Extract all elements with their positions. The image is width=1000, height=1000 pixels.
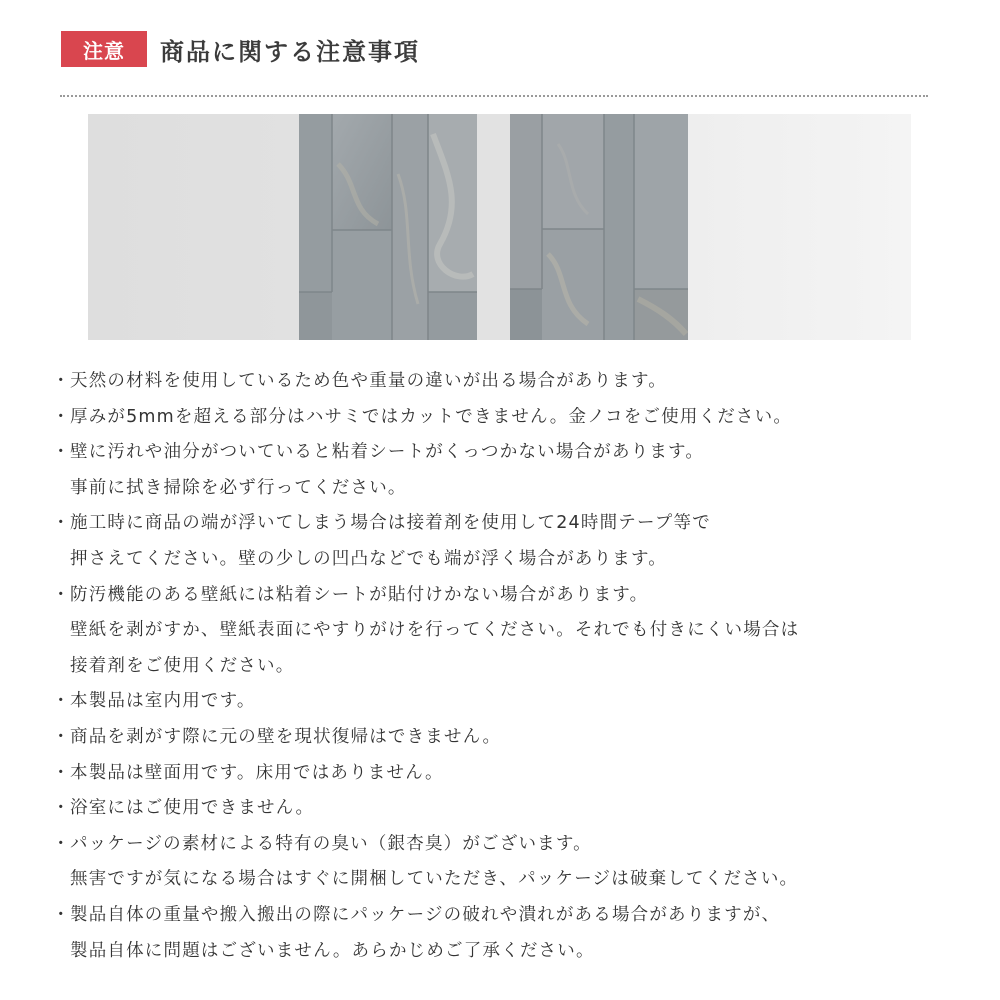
caution-item	[52, 827, 952, 898]
caution-item	[52, 791, 952, 827]
caution-item-text: 商品を剥がす際に元の壁を現状復帰はできません。	[70, 726, 502, 747]
caution-item-text: 製品自体に問題はございません。あらかじめご了承ください。	[70, 940, 595, 961]
bullet-mark: ・	[52, 762, 71, 783]
stone-tile-photo	[88, 114, 911, 340]
bullet-mark: ・	[52, 691, 71, 712]
bullet-mark: ・	[52, 406, 71, 427]
caution-item-text: 天然の材料を使用しているため色や重量の違いが出る場合があります。	[70, 371, 667, 391]
bullet-mark: ・	[52, 833, 71, 854]
caution-item-text: 壁紙を剥がすか、壁紙表面にやすりがけを行ってください。それでも付きにくい場合は	[70, 620, 800, 641]
bullet-mark: ・	[52, 442, 71, 463]
caution-item-text: パッケージの素材による特有の臭い（銀杏臭）がございます。	[70, 833, 592, 854]
caution-item	[52, 898, 952, 969]
caution-item-text: 浴室にはご使用できません。	[70, 798, 315, 819]
caution-item-text: 厚みが5mmを超える部分はハサミではカットできません。金ノコをご使用ください。	[70, 406, 793, 427]
caution-item-text: 壁に汚れや油分がついていると粘着シートがくっつかない場合があります。	[70, 442, 705, 463]
caution-item-text: 防汚機能のある壁紙には粘着シートが貼付けかない場合があります。	[70, 584, 649, 605]
caution-item	[52, 435, 952, 506]
bullet-mark: ・	[52, 584, 71, 605]
bullet-mark: ・	[52, 798, 71, 819]
caution-item-text: 無害ですが気になる場合はすぐに開梱していただき、パッケージは破棄してください。	[70, 869, 799, 890]
caution-item-text: 本製品は室内用です。	[70, 691, 256, 712]
bullet-mark: ・	[52, 513, 71, 534]
caution-item-text: 施工時に商品の端が浮いてしまう場合は接着剤を使用して24時間テープ等で	[70, 513, 711, 534]
caution-item-text: 接着剤をご使用ください。	[70, 655, 295, 676]
caution-item-text: 本製品は壁面用です。床用ではありません。	[70, 762, 444, 783]
caution-list	[52, 364, 952, 969]
caution-item	[52, 684, 952, 720]
section-header	[61, 31, 420, 67]
caution-badge	[61, 31, 147, 67]
bullet-mark: ・	[52, 371, 71, 391]
caution-badge-label: 注意	[83, 38, 125, 63]
caution-item-text: 製品自体の重量や搬入搬出の際にパッケージの破れや潰れがある場合がありますが、	[70, 904, 781, 925]
bullet-mark: ・	[52, 904, 71, 925]
caution-item	[52, 506, 952, 577]
stone-panel-right	[510, 114, 688, 340]
stone-panel-left	[299, 114, 477, 340]
caution-item	[52, 720, 952, 756]
caution-item	[52, 400, 952, 436]
dotted-divider	[60, 95, 928, 97]
caution-item-text: 押さえてください。壁の少しの凹凸などでも端が浮く場合があります。	[70, 548, 667, 569]
bullet-mark: ・	[52, 726, 71, 747]
stone-tile-photo-icon	[88, 114, 911, 340]
caution-item-text: 事前に拭き掃除を必ず行ってください。	[70, 477, 407, 498]
caution-item	[52, 364, 952, 400]
caution-item	[52, 756, 952, 792]
section-title: 商品に関する注意事項	[160, 37, 420, 66]
caution-item	[52, 578, 952, 685]
